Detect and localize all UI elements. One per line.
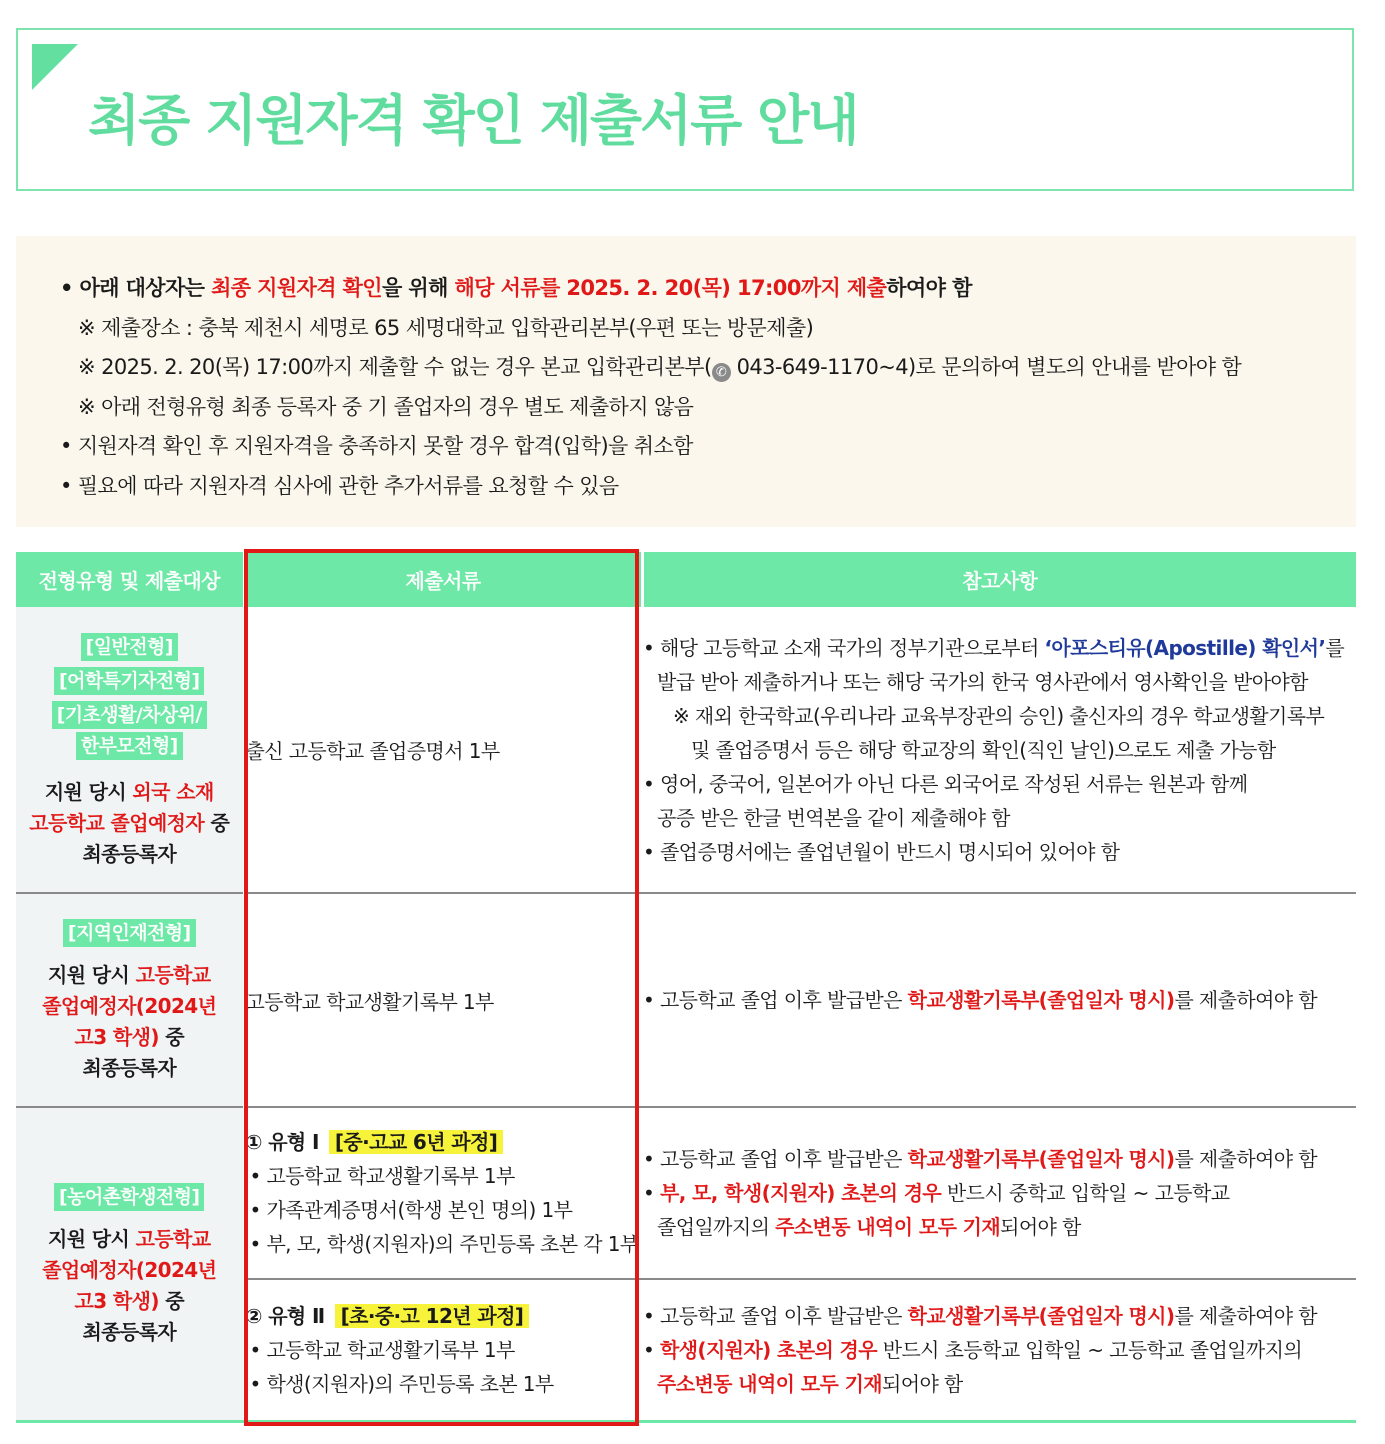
page-title: 최종 지원자격 확인 제출서류 안내	[88, 89, 858, 152]
documents-table	[16, 552, 1356, 1423]
admission-type-cell: [일반전형] [어학특기자전형] [기초생활/차상위/ 한부모전형] 지원 당시 외국 소재 고등학교 졸업예정자 중 최종등록자	[16, 607, 244, 893]
phone-icon: ✆	[712, 363, 731, 382]
list-item: • 학생(지원자)의 주민등록 초본 1부	[249, 1371, 554, 1396]
document-cell	[244, 1279, 642, 1421]
table-row	[16, 1107, 1356, 1279]
type-2-heading: ② 유형 Ⅱ [초·중·고 12년 과정]	[246, 1299, 642, 1333]
notice-box	[16, 236, 1356, 527]
notice-line-cancel: • 지원자격 확인 후 지원자격을 충족하지 못할 경우 합격(입학)을 취소함	[60, 434, 693, 459]
document-cell	[244, 1107, 642, 1279]
notes-cell: • 고등학교 졸업 이후 발급받은 학교생활기록부(졸업일자 명시)를 제출하여야 함 • 부, 모, 학생(지원자) 초본의 경우 반드시 중학교 입학일 ~ 고등학교 졸업일까지의 주소변동 내역이 모두 기재되어야 함	[642, 1107, 1356, 1279]
header-documents: 제출서류	[244, 552, 642, 607]
notice-line-extra: • 필요에 따라 지원자격 심사에 관한 추가서류를 요청할 수 있음	[60, 473, 619, 498]
notice-line-place: ※ 제출장소 : 충북 제천시 세명로 65 세명대학교 입학관리본부(우편 또는 방문제출)	[78, 315, 814, 340]
table-row	[16, 893, 1356, 1107]
admission-tag: [일반전형]	[81, 633, 178, 661]
list-item: • 고등학교 학교생활기록부 1부	[249, 1164, 515, 1188]
admission-tag: [지역인재전형]	[63, 919, 196, 947]
notice-line-exempt: ※ 아래 전형유형 최종 등록자 중 기 졸업자의 경우 별도 제출하지 않음	[78, 394, 694, 419]
header-admission-type: 전형유형 및 제출대상	[16, 552, 244, 607]
title-box	[16, 28, 1354, 191]
type-1-heading: ① 유형 Ⅰ [중·고교 6년 과정]	[246, 1125, 642, 1159]
admission-type-cell: [지역인재전형] 지원 당시 고등학교 졸업예정자(2024년 고3 학생) 중 최종등록자	[16, 893, 244, 1107]
document-cell: 고등학교 학교생활기록부 1부	[244, 893, 642, 1107]
list-item: • 가족관계증명서(학생 본인 명의) 1부	[249, 1198, 573, 1222]
table-header-row	[16, 552, 1356, 607]
table-row	[16, 607, 1356, 893]
course-badge: [중·고교 6년 과정]	[329, 1130, 503, 1154]
admission-type-cell: [농어촌학생전형] 지원 당시 고등학교 졸업예정자(2024년 고3 학생) 중 최종등록자	[16, 1107, 244, 1421]
list-item: • 고등학교 학교생활기록부 1부	[249, 1337, 515, 1362]
admission-tag: [어학특기자전형]	[54, 667, 204, 695]
notice-line-contact: ※ 2025. 2. 20(목) 17:00까지 제출할 수 없는 경우 본교 입학관리본부( ✆ 043-649-1170~4)로 문의하여 별도의 안내를 받아야 함	[78, 355, 1242, 381]
admission-tag: [기초생활/차상위/	[52, 701, 207, 729]
course-badge: [초·중·고 12년 과정]	[335, 1304, 530, 1328]
notes-cell: • 해당 고등학교 소재 국가의 정부기관으로부터 ‘아포스티유(Apostille) 확인서’를 발급 받아 제출하거나 또는 해당 국가의 한국 영사관에서 영사확인을 받아야함 ※ 재외 한국학교(우리나라 교육부장관의 승인) 출신자의 경우 학교생활기록부 및 졸업증명서 등은 해당 학교장의 확인(직인 날인)으로도 제출 가능함 • 영어, 중국어, 일본어가 아닌 다른 외국어로 작성된 서류는 원본과 함께 공증 받은 한글 번역본을 같이 제출해야 함 • 졸업증명서에는 졸업년월이 반드시 명시되어 있어야 함	[642, 607, 1356, 893]
target-description: 지원 당시 외국 소재	[44, 779, 214, 804]
notice-line-deadline: • 아래 대상자는 최종 지원자격 확인을 위해 해당 서류를 2025. 2. 20(목) 17:00까지 제출하여야 함	[60, 276, 972, 300]
notes-cell: • 고등학교 졸업 이후 발급받은 학교생활기록부(졸업일자 명시)를 제출하여야 함 • 학생(지원자) 초본의 경우 반드시 초등학교 입학일 ~ 고등학교 졸업일까지의 주소변동 내역이 모두 기재되어야 함	[642, 1279, 1356, 1421]
notes-cell: • 고등학교 졸업 이후 발급받은 학교생활기록부(졸업일자 명시)를 제출하여야 함	[642, 893, 1356, 1107]
admission-tag: [농어촌학생전형]	[54, 1183, 204, 1211]
corner-triangle-icon	[32, 44, 78, 90]
document-cell: 출신 고등학교 졸업증명서 1부	[244, 607, 642, 893]
list-item: • 부, 모, 학생(지원자)의 주민등록 초본 각 1부	[249, 1232, 639, 1256]
header-notes: 참고사항	[642, 552, 1356, 607]
admission-tag: 한부모전형]	[76, 732, 183, 760]
